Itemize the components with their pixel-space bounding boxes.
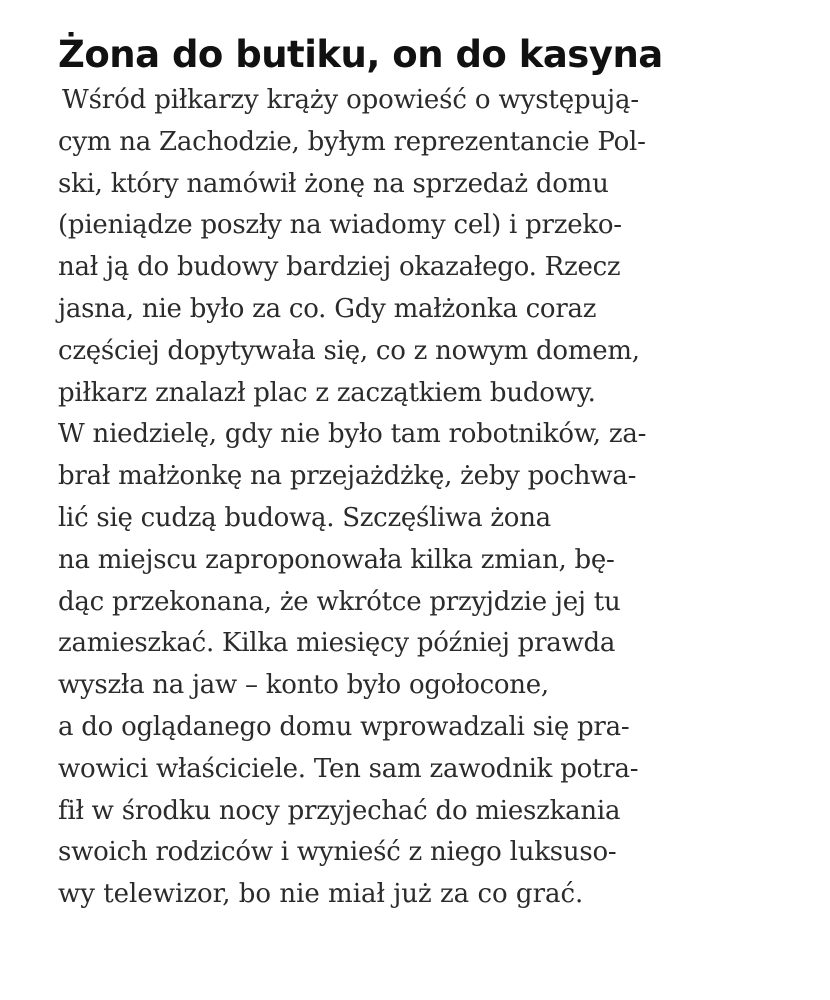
article-line: jasna, nie było za co. Gdy małżonka coraz xyxy=(58,293,597,324)
article-line: fił w środku nocy przyjechać do mieszkania xyxy=(58,795,621,826)
article-line: piłkarz znalazł plac z zaczątkiem budowy. xyxy=(58,377,596,408)
article-line: brał małżonkę na przejażdżkę, żeby pochwa- xyxy=(58,461,637,492)
article-line: swoich rodziców i wynieść z niego luksuso- xyxy=(58,837,617,868)
article xyxy=(58,30,798,916)
article-line: ski, który namówił żonę na sprzedaż domu xyxy=(58,168,609,199)
article-line: cym na Zachodzie, byłym reprezentancie Pol- xyxy=(58,126,646,157)
article-line: a do oglądanego domu wprowadzali się pra- xyxy=(58,711,630,742)
article-line: Wśród piłkarzy krąży opowieść o występują- xyxy=(62,85,639,115)
article-line: zamieszkać. Kilka miesięcy później prawda xyxy=(58,628,616,659)
article-line: wyszła na jaw – konto było ogołocone, xyxy=(58,670,549,701)
article-line: (pieniądze poszły na wiadomy cel) i przeko- xyxy=(58,210,622,241)
article-line: nał ją do budowy bardziej okazałego. Rzecz xyxy=(58,252,621,283)
article-line: częściej dopytywała się, co z nowym domem, xyxy=(58,335,640,366)
article-body xyxy=(58,80,798,916)
article-line: lić się cudzą budową. Szczęśliwa żona xyxy=(58,502,551,533)
article-line: dąc przekonana, że wkrótce przyjdzie jej tu xyxy=(58,586,621,617)
article-line: na miejscu zaproponowała kilka zmian, bę- xyxy=(58,544,615,575)
article-headline: Żona do butiku, on do kasyna xyxy=(58,33,663,76)
article-line: wy telewizor, bo nie miał już za co grać. xyxy=(58,879,584,910)
article-line: wowici właściciele. Ten sam zawodnik potra- xyxy=(58,753,639,784)
article-line: W niedzielę, gdy nie było tam robotników, za- xyxy=(58,419,647,450)
